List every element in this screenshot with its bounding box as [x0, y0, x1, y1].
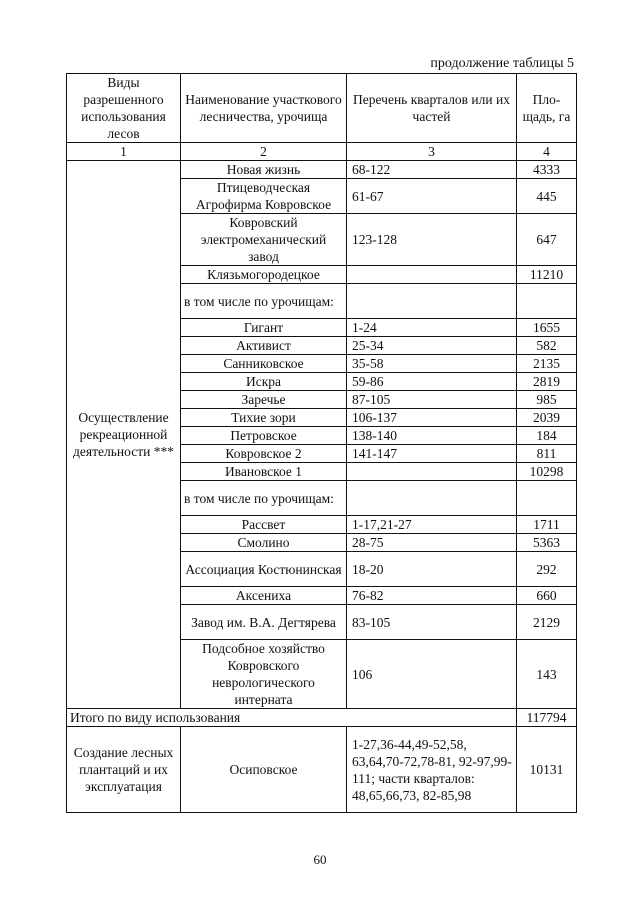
area [517, 481, 577, 516]
total-row [67, 709, 577, 727]
header-use-type: Виды разрешенного использования лесов [67, 74, 181, 143]
quarters: 28-75 [347, 534, 517, 552]
area: 1711 [517, 516, 577, 534]
forestry-name: в том числе по урочищам: [181, 284, 347, 319]
column-number: 1 [67, 143, 181, 161]
quarters: 59-86 [347, 373, 517, 391]
area: 811 [517, 445, 577, 463]
quarters [347, 481, 517, 516]
forestry-name: Птицеводческая Агрофирма Ковровское [181, 179, 347, 214]
quarters: 1-27,36-44,49-52,58, 63,64,70-72,78-81, 92-97,99-111; части кварталов: 48,65,66,73, 82-85,98 [347, 727, 517, 813]
quarters: 87-105 [347, 391, 517, 409]
forestry-name: Новая жизнь [181, 161, 347, 179]
quarters: 61-67 [347, 179, 517, 214]
forestry-name: Санниковское [181, 355, 347, 373]
table-row [67, 161, 577, 179]
header-forestry-name: Наименование участкового лесничества, урочища [181, 74, 347, 143]
forestry-name: Тихие зори [181, 409, 347, 427]
forestry-name: Ивановское 1 [181, 463, 347, 481]
forestry-name: Осиповское [181, 727, 347, 813]
recreation-section [67, 161, 577, 709]
forestry-name: Рассвет [181, 516, 347, 534]
forestry-name: Заречье [181, 391, 347, 409]
forestry-name: Искра [181, 373, 347, 391]
quarters: 106-137 [347, 409, 517, 427]
use-type-recreation: Осуществление рекреационной деятельности *** [67, 161, 181, 709]
total-area: 117794 [517, 709, 577, 727]
quarters: 106 [347, 640, 517, 709]
area: 4333 [517, 161, 577, 179]
header-row [67, 74, 577, 143]
quarters: 35-58 [347, 355, 517, 373]
area: 647 [517, 214, 577, 266]
quarters: 25-34 [347, 337, 517, 355]
quarters: 76-82 [347, 587, 517, 605]
column-number: 4 [517, 143, 577, 161]
area: 184 [517, 427, 577, 445]
forestry-name: Ковровское 2 [181, 445, 347, 463]
quarters: 18-20 [347, 552, 517, 587]
table-caption: продолжение таблицы 5 [430, 56, 574, 71]
forestry-name: Ковровский электромеханический завод [181, 214, 347, 266]
quarters [347, 463, 517, 481]
area: 2039 [517, 409, 577, 427]
area: 292 [517, 552, 577, 587]
area: 10131 [517, 727, 577, 813]
quarters: 83-105 [347, 605, 517, 640]
area: 143 [517, 640, 577, 709]
area: 1655 [517, 319, 577, 337]
quarters [347, 284, 517, 319]
quarters: 1-17,21-27 [347, 516, 517, 534]
area: 582 [517, 337, 577, 355]
header-area: Пло-щадь, га [517, 74, 577, 143]
quarters: 68-122 [347, 161, 517, 179]
area: 10298 [517, 463, 577, 481]
forestry-name: Активист [181, 337, 347, 355]
header-quarters: Перечень кварталов или их частей [347, 74, 517, 143]
forestry-name: Петровское [181, 427, 347, 445]
total-label: Итого по виду использования [67, 709, 517, 727]
area: 2819 [517, 373, 577, 391]
forestry-name: Завод им. В.А. Дегтярева [181, 605, 347, 640]
plantation-row [67, 727, 577, 813]
forestry-name: Клязьмогородецкое [181, 266, 347, 284]
column-number-row [67, 143, 577, 161]
area: 445 [517, 179, 577, 214]
column-number: 3 [347, 143, 517, 161]
quarters [347, 266, 517, 284]
area: 2129 [517, 605, 577, 640]
page-number: 60 [313, 852, 327, 867]
forestry-name: Аксениха [181, 587, 347, 605]
quarters: 123-128 [347, 214, 517, 266]
column-number: 2 [181, 143, 347, 161]
area: 2135 [517, 355, 577, 373]
area: 660 [517, 587, 577, 605]
forestry-name: Ассоциация Костюнинская [181, 552, 347, 587]
forestry-name: Подсобное хозяйство Ковровского неврологического интерната [181, 640, 347, 709]
area: 11210 [517, 266, 577, 284]
forestry-name: в том числе по урочищам: [181, 481, 347, 516]
forestry-name: Смолино [181, 534, 347, 552]
use-type-plantations: Создание лесных плантаций и их эксплуатация [67, 727, 181, 813]
quarters: 141-147 [347, 445, 517, 463]
quarters: 138-140 [347, 427, 517, 445]
area: 5363 [517, 534, 577, 552]
forestry-name: Гигант [181, 319, 347, 337]
quarters: 1-24 [347, 319, 517, 337]
area: 985 [517, 391, 577, 409]
forest-use-table [66, 73, 577, 813]
area [517, 284, 577, 319]
